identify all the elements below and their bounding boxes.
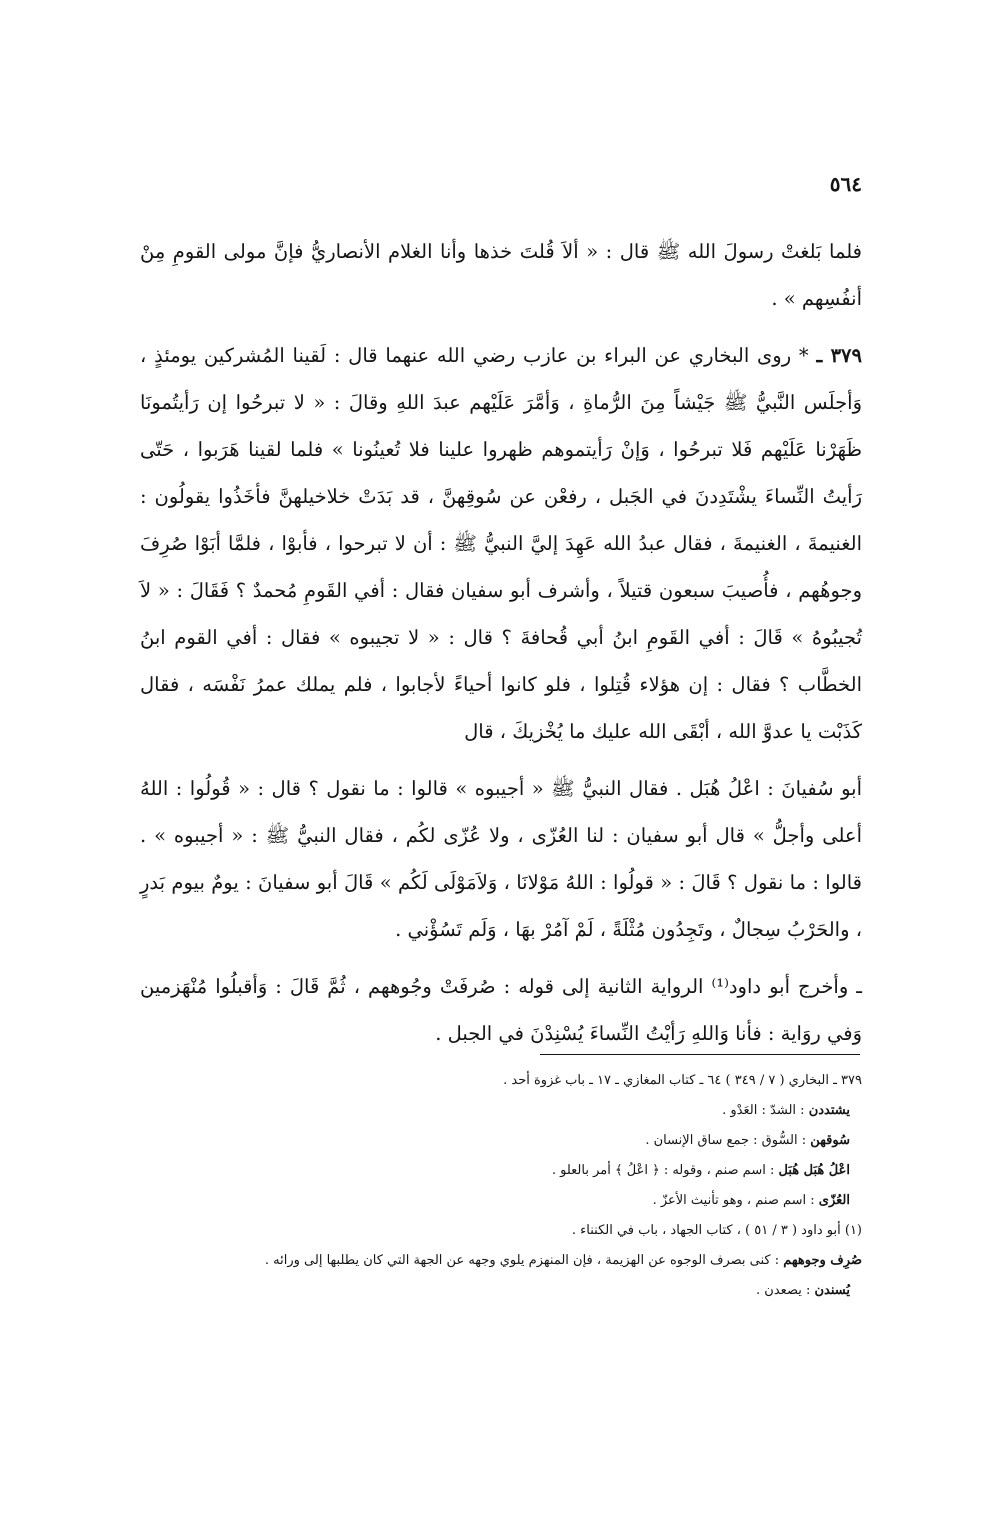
gloss-item xyxy=(140,1126,862,1156)
gloss-item xyxy=(140,1156,862,1186)
gloss-definition: : كنى بصرف الوجوه عن الهزيمة ، فإن المنهزم يلوي وجهه عن الجهة التي كان يطلبها إلى ورائه . xyxy=(264,1253,780,1268)
gloss-item xyxy=(140,1246,862,1276)
paragraph-379 xyxy=(140,332,862,755)
gloss-item xyxy=(140,1276,862,1306)
gloss-definition: : يصعدن . xyxy=(756,1283,811,1298)
gloss-term: يُسندن xyxy=(814,1283,850,1298)
footnote-1: (١) أبو داود ( ٣ / ٥١ ) ، كتاب الجهاد ، باب في الكنناء . xyxy=(571,1223,862,1238)
gloss-definition: : اسم صنم ، وهو تأنيث الأعزّ . xyxy=(652,1193,815,1208)
gloss-term: يشتددن xyxy=(808,1103,850,1118)
footnote-reference: ٣٧٩ ـ البخاري ( ٧ / ٣٤٩ ) ٦٤ ـ كتاب المغازي ـ ١٧ ـ باب غزوة أحد . xyxy=(503,1073,862,1088)
gloss-item xyxy=(140,1096,862,1126)
footnotes xyxy=(140,1066,862,1306)
gloss-term: صُرِف وجوههم xyxy=(783,1253,862,1268)
gloss-definition: : السُّوق : جمع ساق الإنسان . xyxy=(645,1133,807,1148)
gloss-item xyxy=(140,1186,862,1216)
hadith-text: * روى البخاري عن البراء بن عازب رضي الله عنهما قال : لَقينا المُشركين يومئذٍ ، وَأجلَس النَّبيُّ ﷺ جَيْشاً مِنَ الرُّماةِ ، وَأمَّرَ عَلَيْهم عبدَ اللهِ وقالَ : « لا تبرحُوا إن رَأيتُمونَا ظَهَرْنا عَلَيْهم فَلا تبرحُوا ، وَإنْ رَأيتموهم ظهروا علينا فلا تُعينُونا » فلما لقينا هَرَبوا ، حَتّى رَأيتُ النِّساءَ يشْتَدِدنَ في الجَبل ، رفعْن عن سُوقِهنَّ ، قد بَدَتْ خلاخيلهنَّ فأخَذُوا يقولُون : الغنيمةَ ، الغنيمةَ ، فقال عبدُ الله عَهِدَ إليَّ النبيُّ ﷺ : أن لا تبرحوا ، فأبوْا ، فلمَّا أبَوْا صُرِفَ وجوهُهم ، فأُصيبَ سبعون قتيلاً ، وأشرف أبو سفيان فقال : أفي القَومِ مُحمدٌ ؟ فَقَالَ : « لاَ تُجيبُوهُ » قَالَ : أفي القَومِ ابنُ أبي قُحافةَ ؟ قال : « لا تجيبوه » فقال : أفي القوم ابنُ الخطَّاب ؟ فقال : إن هؤلاء قُتِلوا ، فلو كانوا أحياءً لأجابوا ، فلم يملك عمرُ نَفْسَه ، فقال كَذَبْت يا عدوَّ الله ، أبْقَى الله عليك ما يُخْزيكَ ، قال xyxy=(140,344,862,743)
paragraph-4: ـ وأخرج أبو داود⁽¹⁾ الرواية الثانية إلى قوله : صُرفَتْ وجُوههم ، ثُمَّ قَالَ : وَأقبلُوا مُنْهَزمين وَفي روَاية : فأنا وَاللهِ رَأيْتُ النِّساءَ يُسْنِدْنَ في الجبل . xyxy=(140,975,862,1045)
page-number: ٥٦٤ xyxy=(829,172,862,196)
gloss-term: اعْلُ هُبَل هُبَل xyxy=(778,1163,850,1178)
paragraph-1: فلما بَلغتْ رسولَ الله ﷺ قال : « ألاَ قُلتَ خذها وأنا الغلام الأنصاريُّ فإنَّ مولى القومِ مِنْ أنفُسِهم » . xyxy=(140,240,862,310)
gloss-definition: : اسم صنم ، وقوله : ﴿ اعْلُ ﴾ أمر بالعلو . xyxy=(551,1163,775,1178)
gloss-term: العُزّى xyxy=(818,1193,850,1208)
paragraph-3: أبو سُفيانَ : اعْلُ هُبَل . فقال النبيُّ ﷺ « أجيبوه » قالوا : ما نقول ؟ قال : « قُولُوا : اللهُ أعلى وأجلُّ » قال أبو سفيان : لنا العُزّى ، ولا عُزّى لكُم ، فقال النبيُّ ﷺ : « أجيبوه » . قالوا : ما نقول ؟ قَالَ : « قولُوا : اللهُ مَوْلانَا ، وَلاَمَوْلَى لَكُم » قَالَ أبو سفيانَ : يومٌ بيوم بَدرٍ ، والحَرْبُ سِجالٌ ، وتَجِدُون مُثْلَةً ، لَمْ آمُرْ بهَا ، وَلَم تَسُؤْني . xyxy=(140,777,862,941)
hadith-number: ٣٧٩ ـ xyxy=(816,344,862,367)
main-text xyxy=(140,228,862,1067)
gloss-term: سُوقهن xyxy=(810,1133,850,1148)
gloss-definition: : الشدّ : العَدْو . xyxy=(722,1103,805,1118)
footnote-divider xyxy=(540,1054,860,1055)
